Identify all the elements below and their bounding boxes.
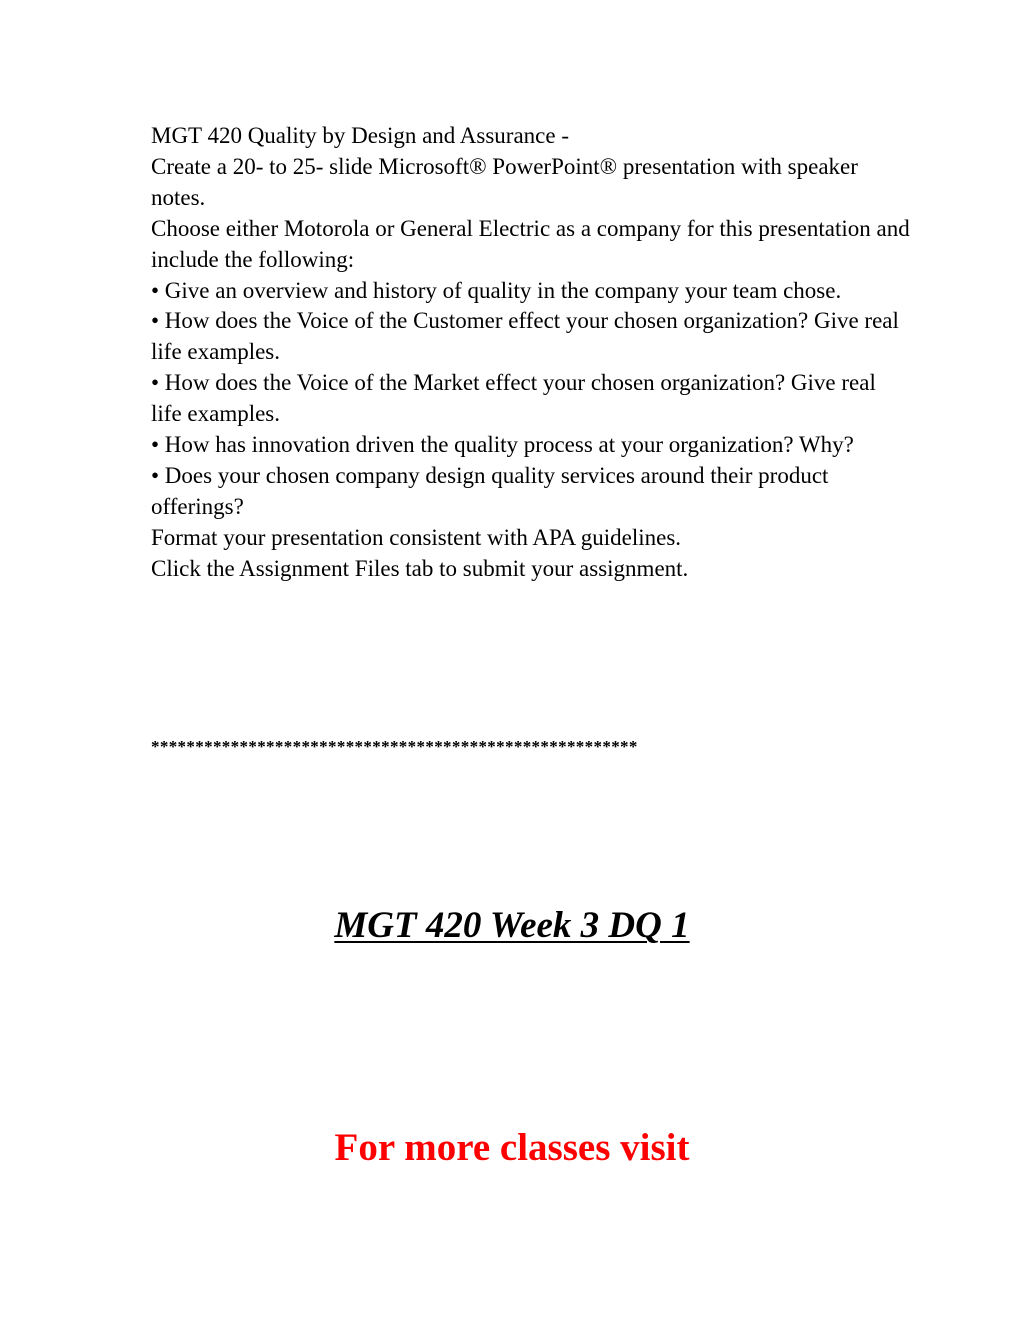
assignment-instruction: Click the Assignment Files tab to submit your assignment. [151,555,689,581]
week-title: MGT 420 Week 3 DQ 1 [334,905,690,946]
assignment-bullet: • How does the Voice of the Market effect your chosen organization? Give real life examples. [151,370,876,427]
assignment-instruction: Create a 20- to 25- slide Microsoft® PowerPoint® presentation with speaker notes. [151,153,858,210]
assignment-bullet: • Give an overview and history of quality in the company your team chose. [151,277,842,303]
assignment-instruction: Choose either Motorola or General Electric as a company for this presentation and include the following: [151,215,910,272]
visit-text: For more classes visit [334,1126,690,1169]
assignment-bullet: • How does the Voice of the Customer effect your chosen organization? Give real life examples. [151,308,899,365]
assignment-description [151,121,911,585]
assignment-heading: MGT 420 Quality by Design and Assurance - [151,123,569,148]
assignment-bullet: • How has innovation driven the quality process at your organization? Why? [151,432,854,458]
asterisk-separator: ******************************************************* [151,737,638,756]
assignment-instruction: Format your presentation consistent with APA guidelines. [151,524,682,550]
assignment-bullet: • Does your chosen company design quality services around their product offerings? [151,462,829,519]
